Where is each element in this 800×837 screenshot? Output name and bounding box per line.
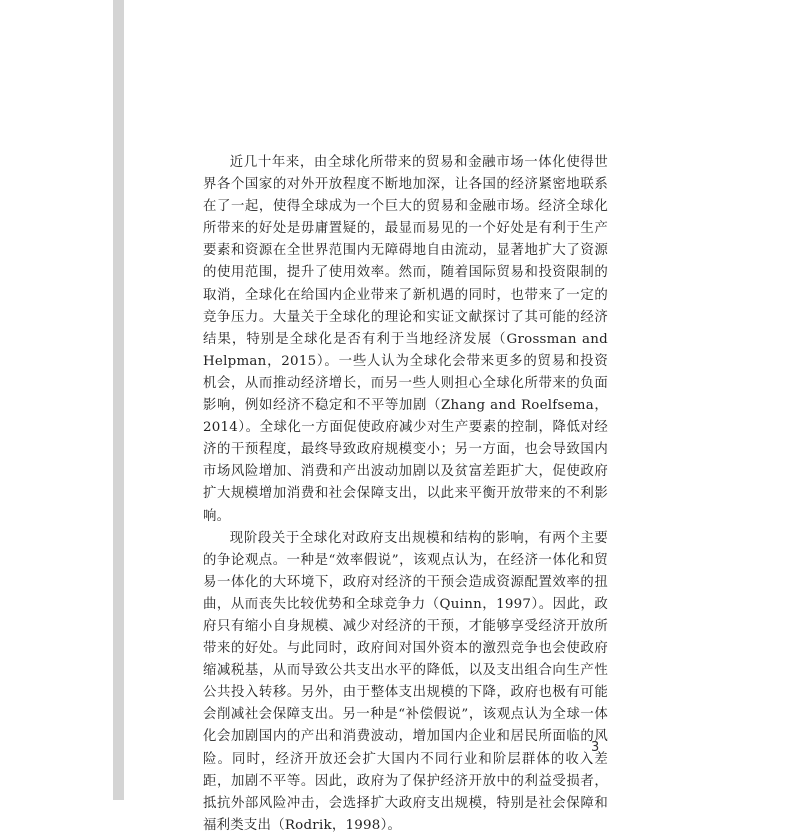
page-number: 3 <box>591 740 600 755</box>
paragraph-2: 现阶段关于全球化对政府支出规模和结构的影响，有两个主要的争论观点。一种是“效率假说”，该观点认为，在经济一体化和贸易一体化的大环境下，政府对经济的干预会造成资源配置效率的扭曲，从而丧失比较优势和全球竞争力（Quinn，1997）。因此，政府只有缩小自身规模、减少对经济的干预，才能够享受经济开放所带来的好处。与此同时，政府间对国外资本的激烈竞争也会使政府缩减税基，从而导致公共支出水平的降低，以及支出组合向生产性公共投入转移。另外，由于整体支出规模的下降，政府也极有可能会削减社会保障支出。另一种是“补偿假说”，该观点认为全球一体化会加剧国内的产出和消费波动，增加国内企业和居民所面临的风险。同时，经济开放还会扩大国内不同行业和阶层群体的收入差距，加剧不平等。因此，政府为了保护经济开放中的利益受损者，抵抗外部风险冲击，会选择扩大政府支出规模，特别是社会保障和福利类支出（Rodrik，1998）。 <box>203 530 608 833</box>
page-binding-edge <box>113 0 124 800</box>
paragraph-1: 近几十年来，由全球化所带来的贸易和金融市场一体化使得世界各个国家的对外开放程度不断地加深，让各国的经济紧密地联系在了一起，使得全球成为一个巨大的贸易和金融市场。经济全球化所带来的好处是毋庸置疑的，最显而易见的一个好处是有利于生产要素和资源在全世界范围内无障碍地自由流动，显著地扩大了资源的使用范围，提升了使用效率。然而，随着国际贸易和投资限制的取消，全球化在给国内企业带来了新机遇的同时，也带来了一定的竞争压力。大量关于全球化的理论和实证文献探讨了其可能的经济结果，特别是全球化是否有利于当地经济发展（Grossman and Helpman，2015）。一些人认为全球化会带来更多的贸易和投资机会，从而推动经济增长，而另一些人则担心全球化所带来的负面影响，例如经济不稳定和不平等加剧（Zhang and Roelfsema，2014）。全球化一方面促使政府减少对生产要素的控制，降低对经济的干预程度，最终导致政府规模变小；另一方面，也会导致国内市场风险增加、消费和产出波动加剧以及贫富差距扩大，促使政府扩大规模增加消费和社会保障支出，以此来平衡开放带来的不利影响。 <box>203 155 608 524</box>
body-text <box>203 152 608 837</box>
